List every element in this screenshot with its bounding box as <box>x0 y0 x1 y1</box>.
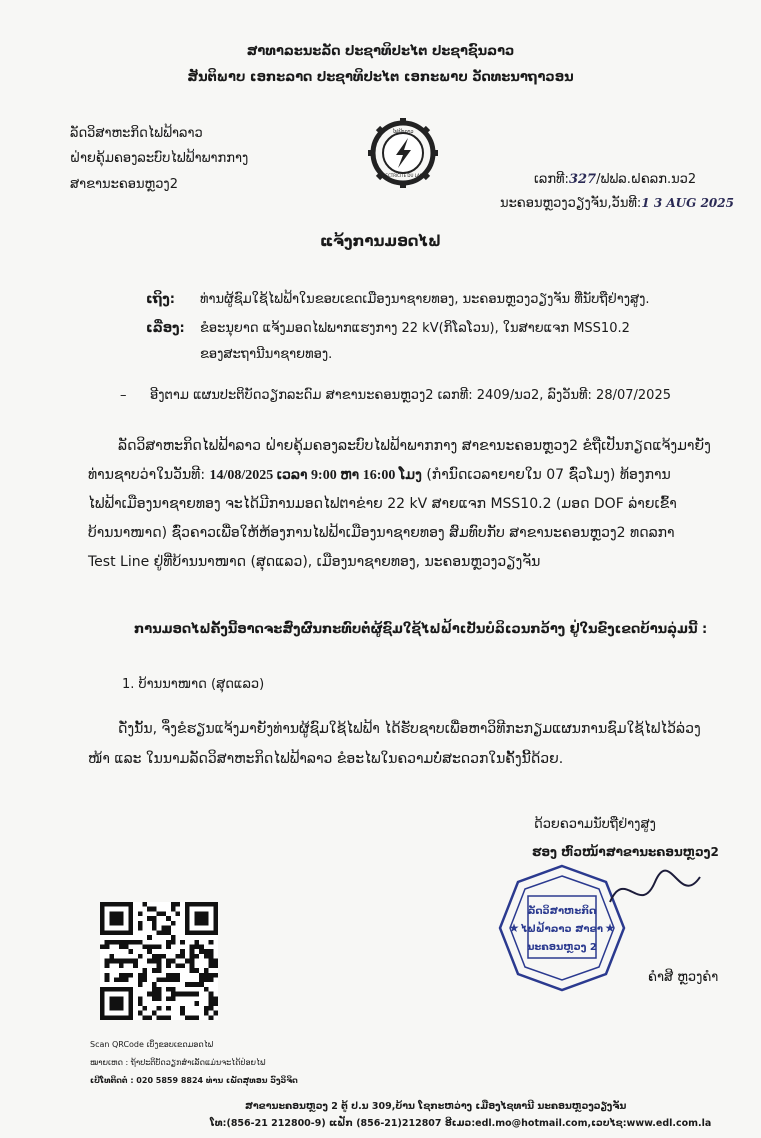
stamp-line3: ນະຄອນຫຼວງ 2 <box>527 942 597 953</box>
contact-phone: ເບີໂທຕິດຕໍ່ : 020 5859 8824 ທ່ານ ເພັດສຸທອນ ວົງວິຈິດ <box>90 1076 298 1085</box>
svg-text:★: ★ <box>604 921 616 935</box>
body-line2 <box>88 462 671 489</box>
body-line2-c: (ກໍານົດເວລາຍາຍໃນ 07 ຊົ່ວໂມງ) ທ້ອງການ <box>421 467 671 483</box>
reference-number-label: ເລກທີ: <box>534 172 569 187</box>
place-date <box>500 196 734 211</box>
qr-note: ໝາຍເຫດ : ຖ້າປະຕິບັດວຽກສໍາເລັດແມ່ນຈະໄດ້ປ່ອຍໄຟ <box>90 1058 266 1067</box>
closing-line1: ດັ່ງນັ້ນ, ຈຶ່ງຂໍຮຽນແຈ້ງມາຍັງທ່ານຜູ້ຊົມໃຊ້ໄຟຟ້າ ໄດ້ຮັບຊາບເພື່ອຫາວິທີກະກຽມແຜນການຊົມໃຊ້ໄຟໄວ້ລ່ວງ <box>118 721 701 737</box>
reference-number <box>534 172 696 187</box>
affected-village-item: 1. ບ້ານນາໜາດ (ສຸດແລວ) <box>122 677 265 692</box>
svg-text:★: ★ <box>508 921 520 935</box>
body-line5: Test Line ຢູ່ທີ່ບ້ານນາໜາດ (ສຸດແລວ), ເມືອງນາຊາຍທອງ, ນະຄອນຫຼວງວຽງຈັນ <box>88 554 541 570</box>
body-line4: ບ້ານນາໜາດ) ຊົ່ວຄາວເພື່ອໃຫ້ຫ້ອງການໄຟຟ້າເມືອງນາຊາຍທອງ ສົມທົບກັບ ສາຂານະຄອນຫຼວງ2 ທດລກາ <box>88 525 675 541</box>
logo-text-top: ໄຟຟ້າລາວ <box>392 129 414 135</box>
org-branch: ສາຂານະຄອນຫຼວງ2 <box>70 177 178 192</box>
reference-bullet-dash: – <box>120 388 127 403</box>
footer-address: ສາຂານະຄອນຫຼວງ 2 ຕູ້ ປ.ນ 309,ບ້ານ ໂຊກະຫວ່າງ ເມືອງໄຊທານີ ນະຄອນຫຼວງວຽງຈັນ <box>245 1101 627 1112</box>
stamp-line1: ລັດວິສາຫະກິດ <box>527 906 597 917</box>
reference-document: ອີງຕາມ ແຜນປະຕິບັດວຽກລະດົມ ສາຂານະຄອນຫຼວງ2 ເລກທີ: 2409/ນວ2, ລົງວັນທີ: 28/07/2025 <box>150 388 671 403</box>
body-line1: ລັດວິສາຫະກິດໄຟຟ້າລາວ ຝ່າຍຄຸ້ມຄອງລະບົບໄຟຟ້າພາກກາງ ສາຂານະຄອນຫຼວງ2 ຂໍຖືເປັນກຽດແຈ້ງມາຍັງ <box>118 438 711 454</box>
qr-scan-instruction: Scan QRCode ເບິ່ງຂອບເຂດມອດໄຟ <box>90 1040 214 1049</box>
logo-text-bottom: ELECTRICITE DU LAOS <box>380 173 426 178</box>
outage-datetime: 14/08/2025 ເວລາ 9:00 ຫາ 16:00 ໂມງ <box>209 468 422 483</box>
national-header-line2: ສັນຕິພາບ ເອກະລາດ ປະຊາທິປະໄຕ ເອກະພາບ ວັດທະນາຖາວອນ <box>187 70 574 85</box>
stamp-line2: ໄຟຟ້າລາວ ສາຂາ <box>520 924 604 935</box>
closing-line2: ໜ້າ ແລະ ໃນນາມລັດວິສາຫະກິດໄຟຟ້າລາວ ຂໍອະໄພໃນຄວາມບໍ່ສະດວກໃນຄັ້ງນີ້ດ້ວຍ. <box>88 751 564 767</box>
page-title: ແຈ້ງການມອດໄຟ <box>320 232 441 250</box>
impact-statement: ການມອດໄຟຄັ້ງນີ້ອາດຈະສົ່ງຜົນກະທົບຕໍ່ຜູ້ຊົມໃຊ້ໄຟຟ້າເປັນບໍລິເວນກວ້າງ ຢູ່ໃນຂົງເຂດບ້ານລຸ່ມນີ້ : <box>134 622 708 637</box>
signatory-position: ຮອງ ຫົວໜ້າສາຂານະຄອນຫຼວງ2 <box>532 845 719 859</box>
subject-line2: ຂອງສະຖານີນາຊາຍທອງ. <box>200 347 333 362</box>
subject-label: ເລື່ອງ: <box>146 321 185 336</box>
footer-contacts: ໂທ:(856-21 212800-9) ແຟັກ (856-21)212807 ອີເມວ:edl.mo@hotmail.com,ເວບໄຊ:www.edl.com.la <box>210 1118 712 1129</box>
qr-code[interactable] <box>100 902 218 1020</box>
to-text: ທ່ານຜູ້ຊົມໃຊ້ໄຟຟ້າໃນຂອບເຂດເມືອງນາຊາຍທອງ, ນະຄອນຫຼວງວຽງຈັນ ທີ່ນັບຖືຢ່າງສູງ. <box>200 292 650 307</box>
org-department: ຝ່າຍຄຸ້ມຄອງລະບົບໄຟຟ້າພາກກາງ <box>70 151 249 166</box>
date-stamp: 1 3 AUG 2025 <box>641 196 734 210</box>
reference-number-value: 327 <box>568 172 597 187</box>
national-header-line1: ສາທາລະນະລັດ ປະຊາທິປະໄຕ ປະຊາຊົນລາວ <box>246 44 515 59</box>
place-date-label: ນະຄອນຫຼວງວຽງຈັນ,ວັນທີ: <box>500 196 642 211</box>
subject-line1: ຂໍອະນຸຍາດ ແຈ້ງມອດໄຟພາກແຮງກາງ 22 kV(ກິໂລໂວນ), ໃນສາຍແຈກ MSS10.2 <box>200 321 630 336</box>
org-name: ລັດວິສາຫະກິດໄຟຟ້າລາວ <box>70 126 203 141</box>
body-line2-a: ທ່ານຊາບວ່າໃນວັນທີ: <box>88 467 210 483</box>
body-line3: ໄຟຟ້າເມືອງນາຊາຍທອງ ຈະໄດ້ມີການມອດໄຟຕາຂ່າຍ 22 kV ສາຍແຈກ MSS10.2 (ມອດ DOF ລ່າຍເຂົ້າ <box>88 496 677 512</box>
to-label: ເຖິງ: <box>146 292 176 307</box>
signature-scribble-icon <box>600 862 720 922</box>
reference-number-suffix: /ຟຟລ.ຝຄລກ.ນວ2 <box>596 172 697 187</box>
regards: ດ້ວຍຄວາມນັບຖືຢ່າງສູງ <box>534 817 656 832</box>
signatory-name: ຄໍາສີ ຫຼວງຄໍາ <box>648 970 719 985</box>
edl-logo-icon <box>366 116 440 190</box>
